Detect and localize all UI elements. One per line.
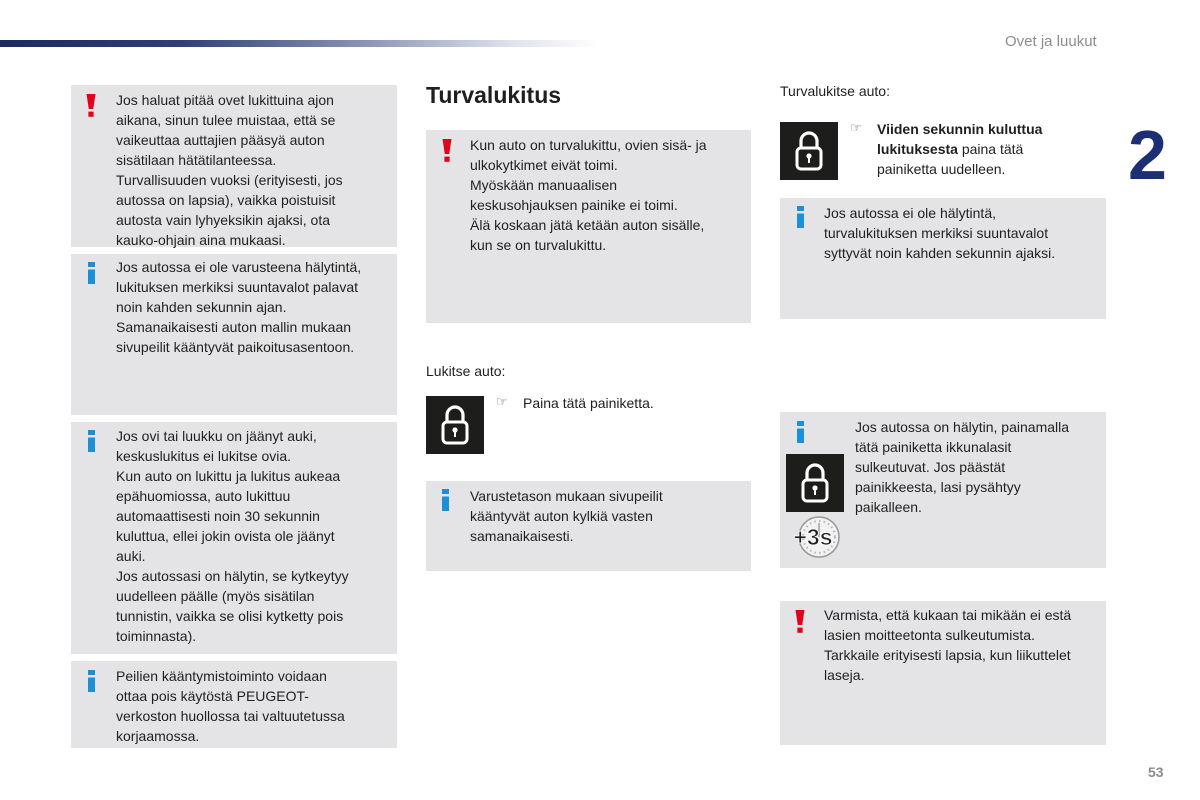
text-line: korjaamossa. [116,728,200,744]
text-line: Varmista, että kukaan tai mikään ei estä [824,607,1072,623]
text-line: syttyvät noin kahden sekunnin ajaksi. [824,245,1056,261]
text-line: epähuomiossa, auto lukittuu [116,488,291,504]
text-line: Myöskään manuaalisen [470,177,618,193]
info-text [824,203,1055,263]
text-line: Tarkkaile erityisesti lapsia, kun liikuttelet [824,647,1071,663]
warning-text [824,605,1071,685]
text-line: Jos autossasi on hälytin, se kytkeytyy [116,568,349,584]
warning-text [470,135,707,255]
text-line: turvalukituksen merkiksi suuntavalot [824,225,1049,241]
timer-label: +3s [793,524,833,550]
pointing-hand-icon: ☞ [850,120,862,135]
text-line: lasien moitteetonta sulkeutumista. [824,627,1035,643]
text-line: Jos ovi tai luukku on jäänyt auki, [116,428,317,444]
lock-instruction: Paina tätä painiketta. [523,395,654,411]
header-gradient-bar [0,40,600,47]
exclamation-icon [794,610,806,633]
text-line: ottaa pois käytöstä PEUGEOT- [116,688,309,704]
info-icon [796,206,805,228]
text-line: paikalleen. [855,499,922,515]
padlock-icon [426,396,484,454]
text-line: autosta vain lyhyeksikin ajaksi, ota [116,212,330,228]
text-line: auki. [116,548,146,564]
text-line: keskuslukitus ei lukitse ovia. [116,448,292,464]
text-line: Älä koskaan jätä ketään auton sisälle, [470,217,705,233]
text-line: Kun auto on lukittu ja lukitus aukeaa [116,468,341,484]
text-line: autossa on lapsia), vaikka poistuisit [116,192,336,208]
instruction-text: paina tätä [957,141,1024,157]
text-line: sulkeutuvat. Jos päästät [855,459,1006,475]
text-line: kääntyvät auton kylkiä vasten [470,508,653,524]
text-line: vaikeuttaa auttajien pääsyä auton [116,132,325,148]
info-icon [796,421,805,443]
text-line: aikana, sinun tulee muistaa, että se [116,112,336,128]
info-text [855,417,1069,517]
info-text [116,666,345,746]
text-line: tätä painiketta ikkunalasit [855,439,1012,455]
exclamation-icon [85,94,97,117]
text-line: Samanaikaisesti auton mallin mukaan [116,319,352,335]
text-line: Jos autossa ei ole hälytintä, [824,205,996,221]
text-line: Peilien kääntymistoiminto voidaan [116,668,327,684]
text-line: keskusohjauksen painike ei toimi. [470,197,678,213]
text-line: painikkeesta, lasi pysähtyy [855,479,1021,495]
info-text [116,257,361,357]
deadlock-instruction [877,119,1042,179]
info-icon [87,670,96,692]
deadlock-label: Turvalukitse auto: [780,83,890,99]
text-line: uudelleen päälle (myös sisätilan [116,588,315,604]
padlock-icon [786,454,844,512]
info-text [116,426,349,646]
text-line: sivupeilit kääntyvät paikoitusasentoon. [116,339,355,355]
info-icon [87,430,96,452]
padlock-icon [780,122,838,180]
section-title: Ovet ja luukut [1005,33,1097,50]
lock-label: Lukitse auto: [426,363,506,379]
text-line: noin kahden sekunnin ajan. [116,299,287,315]
text-line: Jos haluat pitää ovet lukittuina ajon [116,92,334,108]
text-line: verkoston huollossa tai valtuutetussa [116,708,345,724]
text-line: lukituksen merkiksi suuntavalot palavat [116,279,359,295]
pointing-hand-icon: ☞ [496,394,508,409]
text-line: laseja. [824,667,865,683]
text-line: tunnistin, vaikka se olisi kytketty pois [116,608,344,624]
instruction-line [877,139,1042,159]
text-line: toiminnasta). [116,628,197,644]
exclamation-icon [441,139,453,162]
text-line: Turvallisuuden vuoksi (erityisesti, jos [116,172,343,188]
text-line: kuluttua, ellei jokin ovista ole jäänyt [116,528,335,544]
info-icon [441,489,450,511]
chapter-number: 2 [1128,116,1167,194]
text-line: Kun auto on turvalukittu, ovien sisä- ja [470,137,707,153]
section-heading: Turvalukitus [426,82,562,108]
instruction-bold-text: lukituksesta [877,141,958,157]
text-line: sisätilaan hätätilanteessa. [116,152,277,168]
timer-icon [784,514,844,560]
info-icon [87,262,96,284]
instruction-line: Viiden sekunnin kuluttua [877,121,1043,137]
instruction-line: painiketta uudelleen. [877,161,1006,177]
text-line: kun se on turvalukittu. [470,237,607,253]
text-line: Jos autossa on hälytin, painamalla [855,419,1070,435]
page-number: 53 [1148,764,1164,780]
text-line: kauko-ohjain aina mukaasi. [116,232,286,248]
text-line: ulkokytkimet eivät toimi. [470,157,618,173]
text-line: Jos autossa ei ole varusteena hälytintä, [116,259,362,275]
text-line: automaattisesti noin 30 sekunnin [116,508,320,524]
text-line: samanaikaisesti. [470,528,574,544]
text-line: Varustetason mukaan sivupeilit [470,488,663,504]
info-text [470,486,663,546]
warning-text [116,90,343,250]
